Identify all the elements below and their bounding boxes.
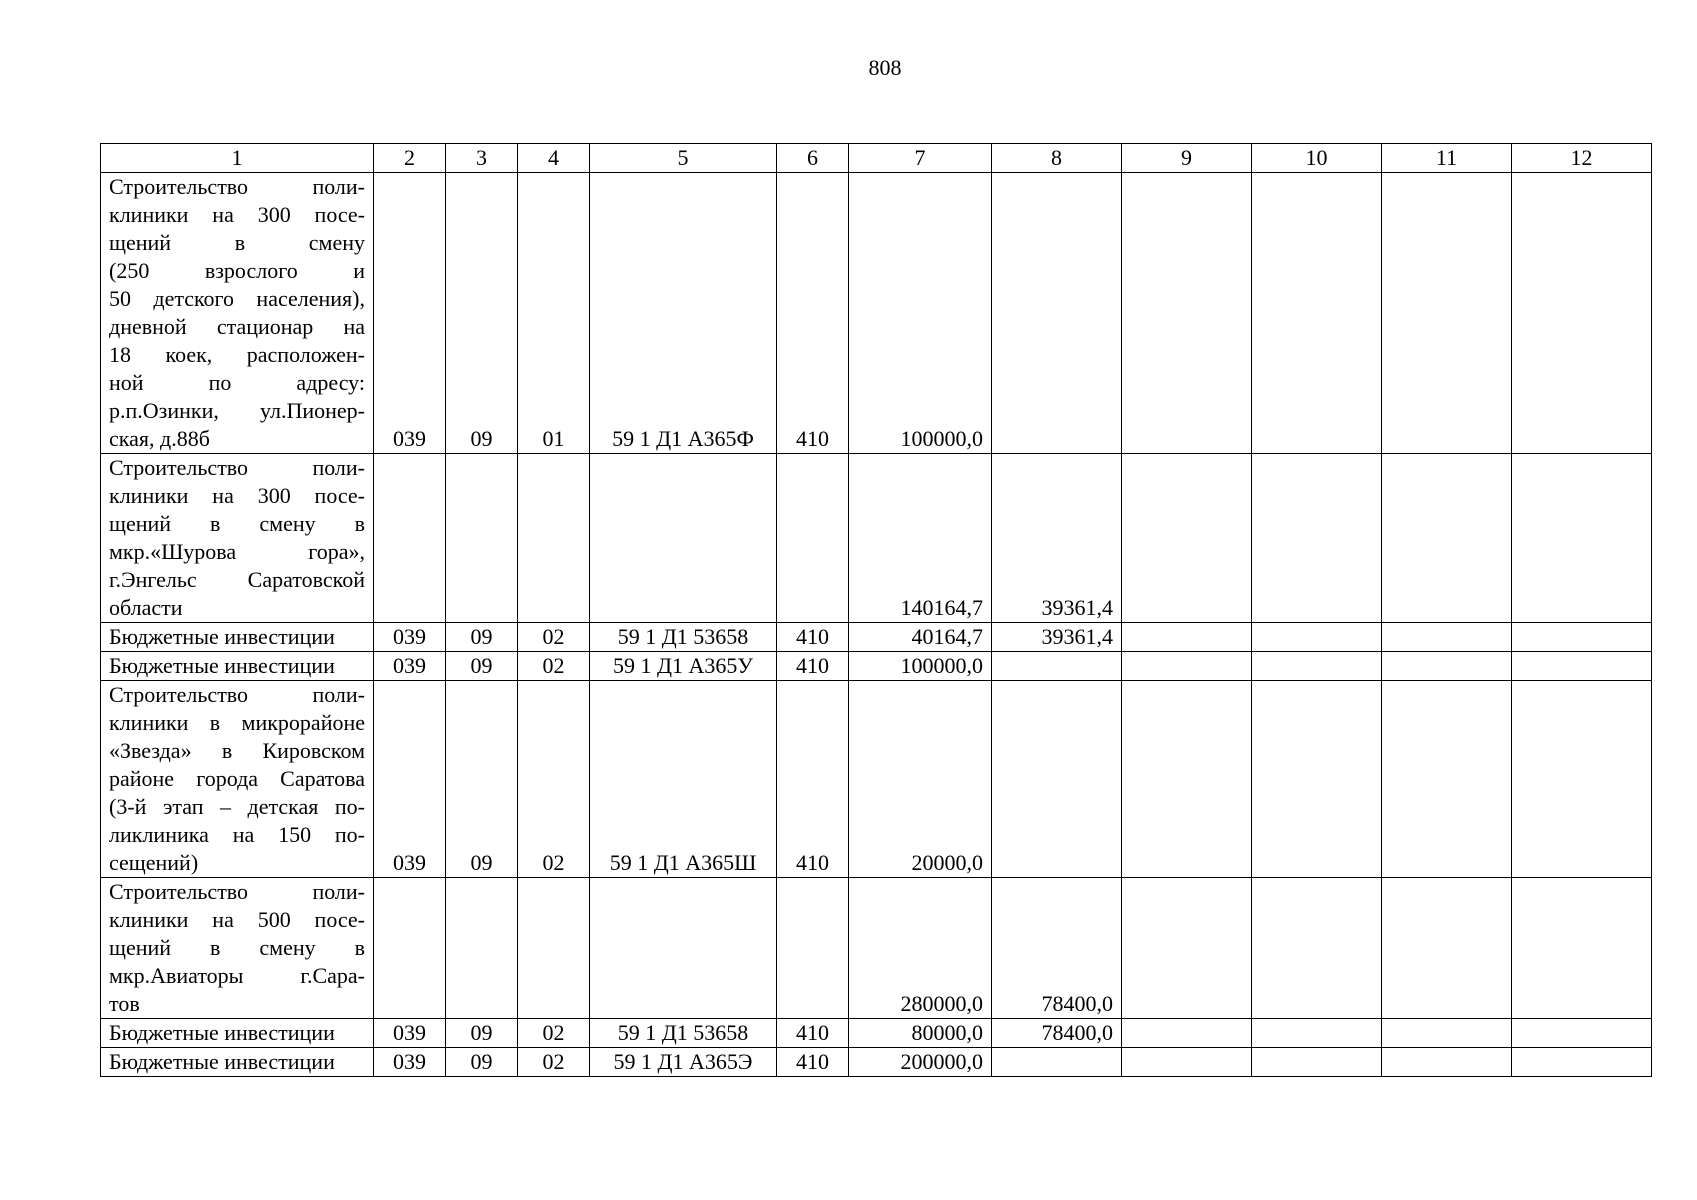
cell-subsection: 01 <box>518 173 590 454</box>
description-line: 50 детского населения), <box>109 286 365 311</box>
cell-subsection <box>518 454 590 623</box>
cell-amount: 40164,7 <box>849 623 992 652</box>
cell-col-10 <box>1252 173 1382 454</box>
table-body <box>101 173 1652 1077</box>
column-header: 12 <box>1512 144 1652 173</box>
table-row <box>101 454 1652 623</box>
table-row <box>101 1019 1652 1048</box>
budget-table <box>100 143 1652 1077</box>
cell-subsection: 02 <box>518 681 590 878</box>
description-line: клиники на 500 посе- <box>109 907 365 932</box>
description-line: мкр.Авиаторы г.Сара- <box>109 963 365 988</box>
cell-amount: 100000,0 <box>849 173 992 454</box>
column-header: 9 <box>1122 144 1252 173</box>
description-line: районе города Саратова <box>109 766 365 791</box>
cell-col-10 <box>1252 681 1382 878</box>
description-line: щений в смену в <box>109 511 365 536</box>
table-row <box>101 681 1652 878</box>
cell-section: 09 <box>446 1048 518 1077</box>
cell-col-9 <box>1122 878 1252 1019</box>
column-header: 5 <box>590 144 777 173</box>
cell-col-9 <box>1122 1048 1252 1077</box>
description-line: щений в смену <box>109 230 365 255</box>
row-description: Бюджетные инвестиции <box>101 1019 374 1048</box>
cell-amount: 140164,7 <box>849 454 992 623</box>
description-line: клиники на 300 посе- <box>109 483 365 508</box>
cell-amount: 100000,0 <box>849 652 992 681</box>
cell-col-11 <box>1382 623 1512 652</box>
cell-target-article: 59 1 Д1 53658 <box>590 623 777 652</box>
cell-col-10 <box>1252 652 1382 681</box>
column-header: 7 <box>849 144 992 173</box>
column-header: 3 <box>446 144 518 173</box>
cell-expense-type: 410 <box>777 623 849 652</box>
description-line: клиники на 300 посе- <box>109 202 365 227</box>
cell-expense-type: 410 <box>777 173 849 454</box>
cell-subsection: 02 <box>518 1019 590 1048</box>
cell-section: 09 <box>446 1019 518 1048</box>
row-description: Бюджетные инвестиции <box>101 623 374 652</box>
cell-section: 09 <box>446 681 518 878</box>
description-line: Строительство поли- <box>109 682 365 707</box>
cell-col-12 <box>1512 1019 1652 1048</box>
cell-col-9 <box>1122 623 1252 652</box>
cell-col-12 <box>1512 681 1652 878</box>
description-line: мкр.«Шурова гора», <box>109 539 365 564</box>
cell-section <box>446 454 518 623</box>
description-line: тов <box>109 991 140 1016</box>
column-header: 4 <box>518 144 590 173</box>
column-header: 1 <box>101 144 374 173</box>
table-row <box>101 623 1652 652</box>
cell-expense-type <box>777 878 849 1019</box>
description-line: клиники в микрорайоне <box>109 710 365 735</box>
description-line: Строительство поли- <box>109 174 365 199</box>
cell-ministry: 039 <box>374 681 446 878</box>
cell-subsection: 02 <box>518 1048 590 1077</box>
cell-col-12 <box>1512 652 1652 681</box>
description-line: (3-й этап – детская по- <box>109 794 365 819</box>
cell-col-11 <box>1382 173 1512 454</box>
cell-col-9 <box>1122 681 1252 878</box>
cell-col-10 <box>1252 623 1382 652</box>
row-description <box>101 878 374 1019</box>
column-header: 2 <box>374 144 446 173</box>
cell-federal-amount: 39361,4 <box>992 623 1122 652</box>
cell-subsection <box>518 878 590 1019</box>
cell-subsection: 02 <box>518 652 590 681</box>
cell-col-11 <box>1382 652 1512 681</box>
cell-ministry <box>374 454 446 623</box>
cell-col-9 <box>1122 1019 1252 1048</box>
description-line: г.Энгельс Саратовской <box>109 567 365 592</box>
cell-col-12 <box>1512 173 1652 454</box>
cell-subsection: 02 <box>518 623 590 652</box>
cell-col-9 <box>1122 652 1252 681</box>
cell-ministry <box>374 878 446 1019</box>
row-description: Бюджетные инвестиции <box>101 1048 374 1077</box>
cell-section: 09 <box>446 652 518 681</box>
cell-col-12 <box>1512 1048 1652 1077</box>
cell-federal-amount: 39361,4 <box>992 454 1122 623</box>
column-header: 10 <box>1252 144 1382 173</box>
cell-col-9 <box>1122 173 1252 454</box>
cell-target-article: 59 1 Д1 А365У <box>590 652 777 681</box>
cell-ministry: 039 <box>374 652 446 681</box>
table-row <box>101 652 1652 681</box>
cell-expense-type <box>777 454 849 623</box>
cell-col-10 <box>1252 878 1382 1019</box>
row-description: Бюджетные инвестиции <box>101 652 374 681</box>
cell-col-11 <box>1382 681 1512 878</box>
description-line: щений в смену в <box>109 935 365 960</box>
cell-col-11 <box>1382 878 1512 1019</box>
cell-federal-amount <box>992 681 1122 878</box>
cell-federal-amount <box>992 652 1122 681</box>
column-header: 6 <box>777 144 849 173</box>
cell-expense-type: 410 <box>777 681 849 878</box>
description-line: Строительство поли- <box>109 455 365 480</box>
cell-federal-amount <box>992 173 1122 454</box>
description-line: (250 взрослого и <box>109 258 365 283</box>
description-line: дневной стационар на <box>109 314 365 339</box>
cell-expense-type: 410 <box>777 652 849 681</box>
column-header: 8 <box>992 144 1122 173</box>
cell-col-11 <box>1382 454 1512 623</box>
cell-col-11 <box>1382 1048 1512 1077</box>
description-line: области <box>109 595 183 620</box>
column-header: 11 <box>1382 144 1512 173</box>
cell-col-11 <box>1382 1019 1512 1048</box>
cell-federal-amount: 78400,0 <box>992 878 1122 1019</box>
table-row <box>101 173 1652 454</box>
cell-amount: 80000,0 <box>849 1019 992 1048</box>
cell-amount: 200000,0 <box>849 1048 992 1077</box>
cell-ministry: 039 <box>374 1019 446 1048</box>
cell-col-10 <box>1252 1048 1382 1077</box>
description-line: Строительство поли- <box>109 879 365 904</box>
cell-col-10 <box>1252 454 1382 623</box>
cell-col-12 <box>1512 878 1652 1019</box>
description-line: ликлиника на 150 по- <box>109 822 365 847</box>
row-description <box>101 454 374 623</box>
cell-federal-amount: 78400,0 <box>992 1019 1122 1048</box>
row-description <box>101 173 374 454</box>
cell-expense-type: 410 <box>777 1019 849 1048</box>
cell-section <box>446 878 518 1019</box>
description-line: 18 коек, расположен- <box>109 342 365 367</box>
cell-target-article: 59 1 Д1 А365Ш <box>590 681 777 878</box>
description-line: ной по адресу: <box>109 370 365 395</box>
cell-ministry: 039 <box>374 173 446 454</box>
cell-expense-type: 410 <box>777 1048 849 1077</box>
cell-amount: 280000,0 <box>849 878 992 1019</box>
cell-target-article: 59 1 Д1 А365Ф <box>590 173 777 454</box>
cell-col-12 <box>1512 454 1652 623</box>
description-line: р.п.Озинки, ул.Пионер- <box>109 398 365 423</box>
cell-target-article: 59 1 Д1 53658 <box>590 1019 777 1048</box>
cell-ministry: 039 <box>374 623 446 652</box>
cell-col-9 <box>1122 454 1252 623</box>
description-line: «Звезда» в Кировском <box>109 738 365 763</box>
cell-col-10 <box>1252 1019 1382 1048</box>
cell-target-article <box>590 454 777 623</box>
cell-col-12 <box>1512 623 1652 652</box>
cell-federal-amount <box>992 1048 1122 1077</box>
page-number: 808 <box>868 55 902 80</box>
header-row <box>101 144 1652 173</box>
cell-section: 09 <box>446 623 518 652</box>
table-row <box>101 878 1652 1019</box>
cell-amount: 20000,0 <box>849 681 992 878</box>
row-description <box>101 681 374 878</box>
cell-target-article <box>590 878 777 1019</box>
cell-ministry: 039 <box>374 1048 446 1077</box>
table-row <box>101 1048 1652 1077</box>
cell-target-article: 59 1 Д1 А365Э <box>590 1048 777 1077</box>
description-line: сещений) <box>109 850 199 875</box>
cell-section: 09 <box>446 173 518 454</box>
description-line: ская, д.88б <box>109 426 210 451</box>
